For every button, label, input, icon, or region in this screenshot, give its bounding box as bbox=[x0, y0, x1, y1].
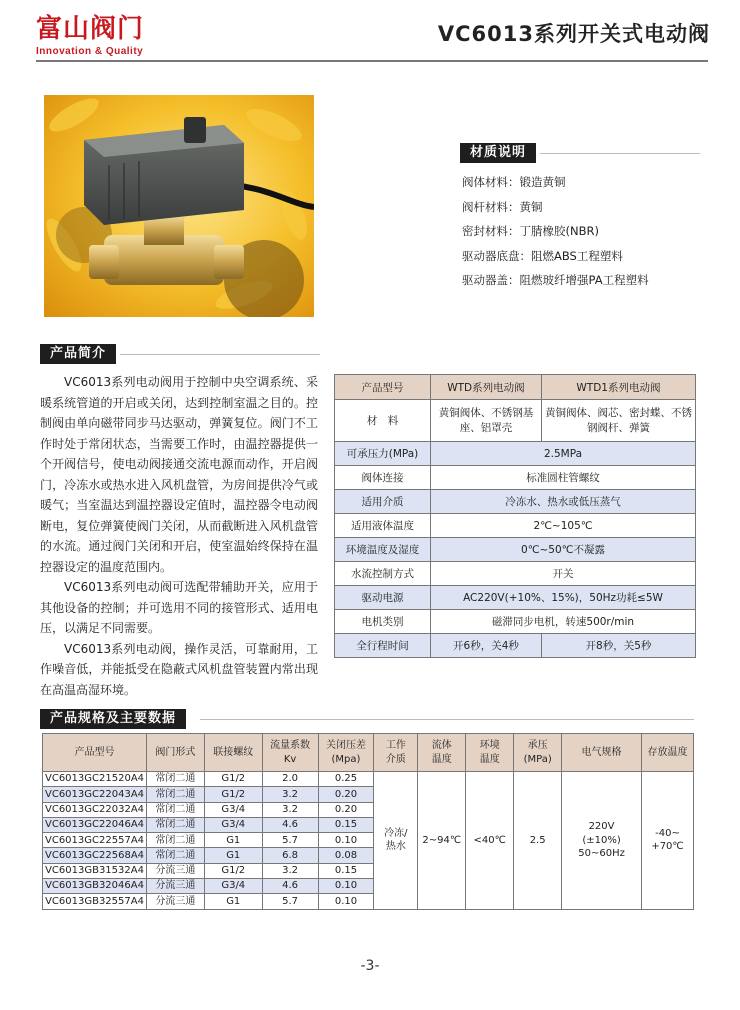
page-number: -3- bbox=[360, 958, 380, 974]
product-ambient-temp-cell: <40℃ bbox=[466, 772, 514, 910]
spec-header-cell: WTD系列电动阀 bbox=[431, 375, 542, 400]
product-cell: 2.0 bbox=[262, 772, 318, 787]
spec-label: 材 料 bbox=[335, 400, 431, 442]
product-cell: 0.10 bbox=[318, 894, 374, 909]
product-row bbox=[43, 772, 694, 787]
product-header-cell: 电气规格 bbox=[562, 734, 642, 772]
products-heading-rule bbox=[200, 719, 694, 720]
product-cell: 0.10 bbox=[318, 833, 374, 848]
spec-row bbox=[335, 490, 696, 514]
product-cell: VC6013GB31532A4 bbox=[43, 863, 147, 878]
spec-label: 可承压力(MPa) bbox=[335, 442, 431, 466]
product-cell: 4.6 bbox=[262, 879, 318, 894]
product-cell: 分流三通 bbox=[147, 879, 205, 894]
material-item: 驱动器底盘：阻燃ABS工程塑料 bbox=[462, 248, 623, 263]
product-cell: 0.15 bbox=[318, 817, 374, 832]
product-cell: 5.7 bbox=[262, 894, 318, 909]
spec-value: 2℃~105℃ bbox=[431, 514, 696, 538]
intro-heading-rule bbox=[120, 354, 320, 355]
product-pressure-cell: 2.5 bbox=[514, 772, 562, 910]
material-item: 阀体材料：锻造黄铜 bbox=[462, 175, 566, 189]
product-cell: VC6013GB32046A4 bbox=[43, 879, 147, 894]
spec-header-row bbox=[335, 375, 696, 400]
materials-heading: 材质说明 bbox=[460, 143, 536, 163]
spec-stroke-row bbox=[335, 634, 696, 658]
product-cell: VC6013GB32557A4 bbox=[43, 894, 147, 909]
product-cell: VC6013GC22032A4 bbox=[43, 802, 147, 817]
product-medium-cell: 冷冻/ 热水 bbox=[374, 772, 418, 910]
spec-label: 全行程时间 bbox=[335, 634, 431, 658]
product-cell: 0.10 bbox=[318, 879, 374, 894]
product-cell: VC6013GC21520A4 bbox=[43, 772, 147, 787]
intro-paragraph: VC6013系列电动阀可选配带辅助开关，应用于其他设备的控制；并可选用不同的接管形式、适用电压，以满足不同需要。 bbox=[40, 580, 318, 635]
spec-row bbox=[335, 442, 696, 466]
spec-value: 标准圆柱管螺纹 bbox=[431, 466, 696, 490]
product-cell: VC6013GC22043A4 bbox=[43, 787, 147, 802]
product-cell: G1 bbox=[204, 848, 262, 863]
product-cell: G1/2 bbox=[204, 772, 262, 787]
product-photo bbox=[44, 95, 314, 317]
product-cell: 常闭二通 bbox=[147, 802, 205, 817]
spec-value: 黄铜阀体、阀芯、密封蝶、不锈钢阀杆、弹簧 bbox=[541, 400, 695, 442]
intro-paragraph: VC6013系列电动阀用于控制中央空调系统、采暖系统管道的开启或关闭，达到控制室温之目的。控制阀由单向磁带同步马达驱动，弹簧复位。阀门不工作时处于常闭状态，当需要工作时，由温控器提供一个开阀信号，使电动阀接通交流电源而动作，开启阀门，冷冻水或热水进入风机盘管，为房间提供冷气或暖气；当室温达到温控器设定值时，温控器令电动阀断电，复位弹簧使阀门关闭，从而截断进入风机盘管的水流。通过阀门关闭和开启，使室温始终保持在温控器设定的温度范围内。 bbox=[40, 375, 318, 574]
product-header-cell: 环境 温度 bbox=[466, 734, 514, 772]
spec-header-cell: 产品型号 bbox=[335, 375, 431, 400]
product-cell: 0.15 bbox=[318, 863, 374, 878]
product-header-cell: 关闭压差 (Mpa) bbox=[318, 734, 374, 772]
spec-row bbox=[335, 466, 696, 490]
product-cell: 常闭二通 bbox=[147, 772, 205, 787]
product-cell: G1/2 bbox=[204, 787, 262, 802]
materials-heading-rule bbox=[540, 153, 700, 154]
spec-row bbox=[335, 586, 696, 610]
spec-header-cell: WTD1系列电动阀 bbox=[541, 375, 695, 400]
product-cell: 分流三通 bbox=[147, 863, 205, 878]
spec-value: AC220V(+10%、15%)，50Hz功耗≤5W bbox=[431, 586, 696, 610]
brand-logo bbox=[36, 14, 144, 57]
spec-label: 驱动电源 bbox=[335, 586, 431, 610]
product-header-cell: 存放温度 bbox=[641, 734, 693, 772]
spec-label: 环境温度及湿度 bbox=[335, 538, 431, 562]
product-cell: G1 bbox=[204, 833, 262, 848]
spec-label: 适用介质 bbox=[335, 490, 431, 514]
product-cell: 6.8 bbox=[262, 848, 318, 863]
product-cell: 0.20 bbox=[318, 787, 374, 802]
spec-material-row bbox=[335, 400, 696, 442]
product-cell: G3/4 bbox=[204, 879, 262, 894]
product-header-cell: 流体 温度 bbox=[418, 734, 466, 772]
spec-label: 阀体连接 bbox=[335, 466, 431, 490]
spec-row bbox=[335, 538, 696, 562]
spec-value: 2.5MPa bbox=[431, 442, 696, 466]
product-cell: 常闭二通 bbox=[147, 787, 205, 802]
intro-text bbox=[40, 372, 318, 700]
product-cell: 4.6 bbox=[262, 817, 318, 832]
product-cell: 常闭二通 bbox=[147, 848, 205, 863]
product-cell: 3.2 bbox=[262, 863, 318, 878]
material-item: 驱动器盖：阻燃玻纤增强PA工程塑料 bbox=[462, 273, 649, 287]
product-electrical-cell: 220V (±10%) 50~60Hz bbox=[562, 772, 642, 910]
product-fluid-temp-cell: 2~94℃ bbox=[418, 772, 466, 910]
product-spec-table bbox=[42, 733, 694, 910]
product-header-cell: 产品型号 bbox=[43, 734, 147, 772]
spec-label: 适用液体温度 bbox=[335, 514, 431, 538]
product-cell: 0.25 bbox=[318, 772, 374, 787]
spec-value: 0℃~50℃不凝露 bbox=[431, 538, 696, 562]
product-cell: G3/4 bbox=[204, 817, 262, 832]
product-header-cell: 流量系数 Kv bbox=[262, 734, 318, 772]
product-cell: G3/4 bbox=[204, 802, 262, 817]
logo-chinese: 富山阀门 bbox=[36, 14, 145, 44]
product-cell: G1/2 bbox=[204, 863, 262, 878]
spec-value: 开8秒，关5秒 bbox=[541, 634, 695, 658]
spec-value: 磁滞同步电机，转速500r/min bbox=[431, 610, 696, 634]
spec-label: 电机类别 bbox=[335, 610, 431, 634]
product-cell: 3.2 bbox=[262, 787, 318, 802]
materials-list bbox=[462, 170, 649, 293]
spec-label: 水流控制方式 bbox=[335, 562, 431, 586]
product-header-cell: 工作 介质 bbox=[374, 734, 418, 772]
product-cell: G1 bbox=[204, 894, 262, 909]
product-cell: VC6013GC22568A4 bbox=[43, 848, 147, 863]
product-cell: 0.08 bbox=[318, 848, 374, 863]
product-header-cell: 联接螺纹 bbox=[204, 734, 262, 772]
spec-value: 黄铜阀体、不锈钢基座、铝罩壳 bbox=[431, 400, 542, 442]
product-storage-temp-cell: -40~ +70℃ bbox=[641, 772, 693, 910]
product-cell: 常闭二通 bbox=[147, 833, 205, 848]
spec-row bbox=[335, 514, 696, 538]
product-cell: VC6013GC22046A4 bbox=[43, 817, 147, 832]
logo-tagline: Innovation & Quality bbox=[36, 46, 144, 57]
spec-value: 开关 bbox=[431, 562, 696, 586]
product-header-cell: 承压 (MPa) bbox=[514, 734, 562, 772]
intro-paragraph: VC6013系列电动阀，操作灵活，可靠耐用，工作噪音低，并能抵受在隐蔽式风机盘管装置内常出现在高温高湿环境。 bbox=[40, 641, 318, 697]
product-header-cell: 阀门形式 bbox=[147, 734, 205, 772]
product-cell: 5.7 bbox=[262, 833, 318, 848]
spec-row bbox=[335, 610, 696, 634]
material-item: 密封材料：丁腈橡胶(NBR) bbox=[462, 224, 599, 238]
product-cell: 分流三通 bbox=[147, 894, 205, 909]
spec-row bbox=[335, 562, 696, 586]
page-title: VC6013系列开关式电动阀 bbox=[437, 22, 710, 46]
spec-value: 冷冻水、热水或低压蒸气 bbox=[431, 490, 696, 514]
spec-table bbox=[334, 374, 696, 658]
product-cell: 0.20 bbox=[318, 802, 374, 817]
product-header-row bbox=[43, 734, 694, 772]
products-heading: 产品规格及主要数据 bbox=[40, 709, 186, 729]
material-item: 阀杆材料：黄铜 bbox=[462, 199, 543, 214]
product-cell: VC6013GC22557A4 bbox=[43, 833, 147, 848]
spec-value: 开6秒，关4秒 bbox=[431, 634, 542, 658]
product-cell: 3.2 bbox=[262, 802, 318, 817]
product-cell: 常闭二通 bbox=[147, 817, 205, 832]
header-divider bbox=[36, 60, 708, 62]
intro-heading: 产品简介 bbox=[40, 344, 116, 364]
